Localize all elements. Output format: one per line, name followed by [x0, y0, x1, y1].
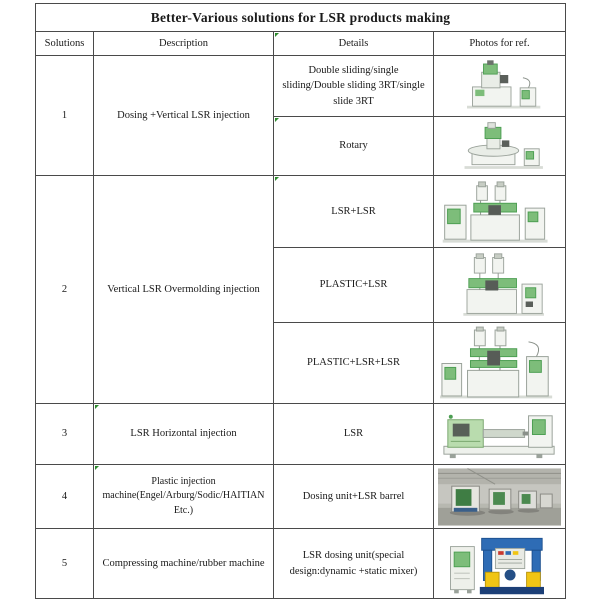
solution-number-2: 2	[36, 176, 94, 404]
col-header-details	[274, 32, 434, 56]
photo-rotary-lsr-injection-machine	[438, 120, 561, 172]
detail-label: LSR+LSR	[331, 205, 376, 217]
table-row	[36, 529, 566, 599]
photo-cell	[434, 323, 566, 404]
detail-2-plastic-lsr-lsr: PLASTIC+LSR+LSR	[274, 323, 434, 404]
solution-number-1: 1	[36, 56, 94, 176]
table-row	[36, 404, 566, 465]
table-row	[36, 176, 566, 248]
col-header-photos: Photos for ref.	[434, 32, 566, 56]
photo-double-station-lsr-lsr-machine	[438, 179, 561, 245]
photo-two-head-plastic-lsr-machine	[438, 250, 561, 320]
comment-marker-icon	[275, 118, 279, 122]
table-row	[36, 56, 566, 117]
detail-4-dosing-unit: Dosing unit+LSR barrel	[274, 465, 434, 529]
description-3	[94, 404, 274, 465]
solution-number-5: 5	[36, 529, 94, 599]
detail-label: Rotary	[339, 140, 368, 152]
col-header-details-label: Details	[338, 37, 369, 49]
solution-number-3: 3	[36, 404, 94, 465]
comment-marker-icon	[95, 466, 99, 470]
detail-5-dosing-unit: LSR dosing unit(special design:dynamic +static mixer)	[274, 529, 434, 599]
description-2: Vertical LSR Overmolding injection	[94, 176, 274, 404]
photo-vertical-lsr-injection-machine	[438, 58, 561, 114]
comment-marker-icon	[275, 33, 279, 37]
photo-cell	[434, 248, 566, 323]
detail-1-sliding: Double sliding/single sliding/Double sliding 3RT/single slide 3RT	[274, 56, 434, 117]
description-4	[94, 465, 274, 529]
photo-cell	[434, 176, 566, 248]
detail-1-rotary	[274, 117, 434, 176]
photo-cell	[434, 117, 566, 176]
comment-marker-icon	[95, 405, 99, 409]
detail-2-lsr-lsr	[274, 176, 434, 248]
solution-number-4: 4	[36, 465, 94, 529]
photo-compression-rubber-machine	[438, 531, 561, 597]
detail-3-lsr: LSR	[274, 404, 434, 465]
photo-factory-floor-injection-machines	[438, 468, 561, 526]
col-header-description: Description	[94, 32, 274, 56]
comment-marker-icon	[275, 177, 279, 181]
col-header-solutions: Solutions	[36, 32, 94, 56]
photo-cell	[434, 56, 566, 117]
page-title: Better-Various solutions for LSR products making	[36, 4, 566, 32]
photo-horizontal-lsr-injection-machine	[438, 406, 561, 462]
description-5: Compressing machine/rubber machine	[94, 529, 274, 599]
solutions-table	[35, 3, 566, 599]
detail-2-plastic-lsr: PLASTIC+LSR	[274, 248, 434, 323]
photo-double-station-plastic-lsr-lsr-machine	[438, 325, 561, 401]
photo-cell	[434, 465, 566, 529]
table-row	[36, 465, 566, 529]
photo-cell	[434, 529, 566, 599]
photo-cell	[434, 404, 566, 465]
description-label: LSR Horizontal injection	[130, 428, 237, 440]
description-label: Plastic injection machine(Engel/Arburg/Sodic/HAITIAN Etc.)	[102, 475, 265, 516]
description-1: Dosing +Vertical LSR injection	[94, 56, 274, 176]
